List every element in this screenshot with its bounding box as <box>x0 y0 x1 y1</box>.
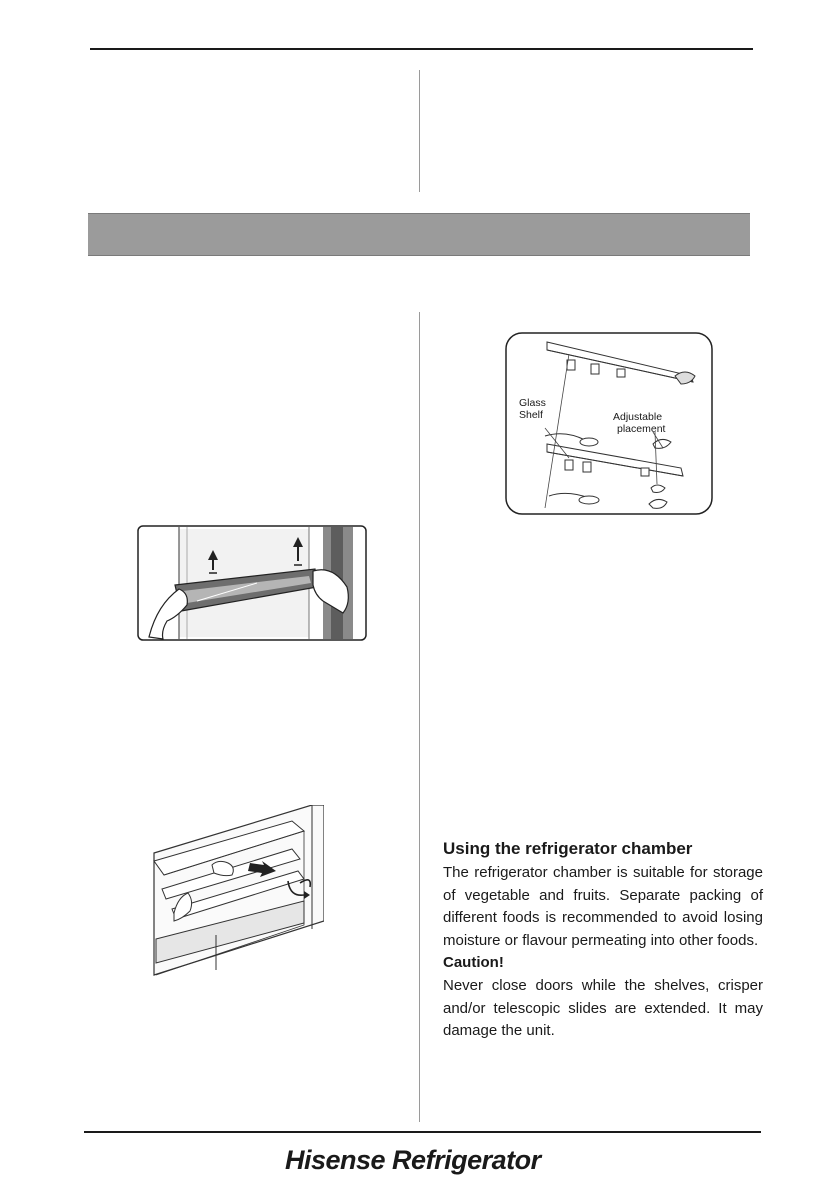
brand-wordmark: Hisense Refrigerator <box>285 1145 541 1175</box>
column-divider <box>419 312 420 1122</box>
caution-text: Never close doors while the shelves, crisper and/or telescopic slides are extended. It may damage the unit. <box>443 976 763 1040</box>
glass-label: Glass <box>519 397 546 409</box>
section-header-bar <box>88 213 750 256</box>
top-column-divider <box>419 70 420 192</box>
top-rule <box>90 48 753 50</box>
footer-rule <box>84 1131 761 1133</box>
placement-label: placement <box>617 423 666 435</box>
shelf-label: Shelf <box>519 409 543 421</box>
door-shelf-lift-illustration <box>137 525 367 641</box>
section-body: The refrigerator chamber is suitable for storage of vegetable and fruits. Separate packing of different foods is recommended to avoid losing moisture or flavour permeating into other foods. <box>443 864 763 949</box>
caution-label: Caution! <box>443 954 504 972</box>
section-heading: Using the refrigerator chamber <box>443 839 693 858</box>
refrigerator-chamber-section <box>443 838 763 1043</box>
glass-shelf-removal-illustration <box>152 805 324 977</box>
glass-shelf-adjustable-placement-illustration <box>505 332 713 515</box>
adjustable-label: Adjustable <box>613 411 663 423</box>
